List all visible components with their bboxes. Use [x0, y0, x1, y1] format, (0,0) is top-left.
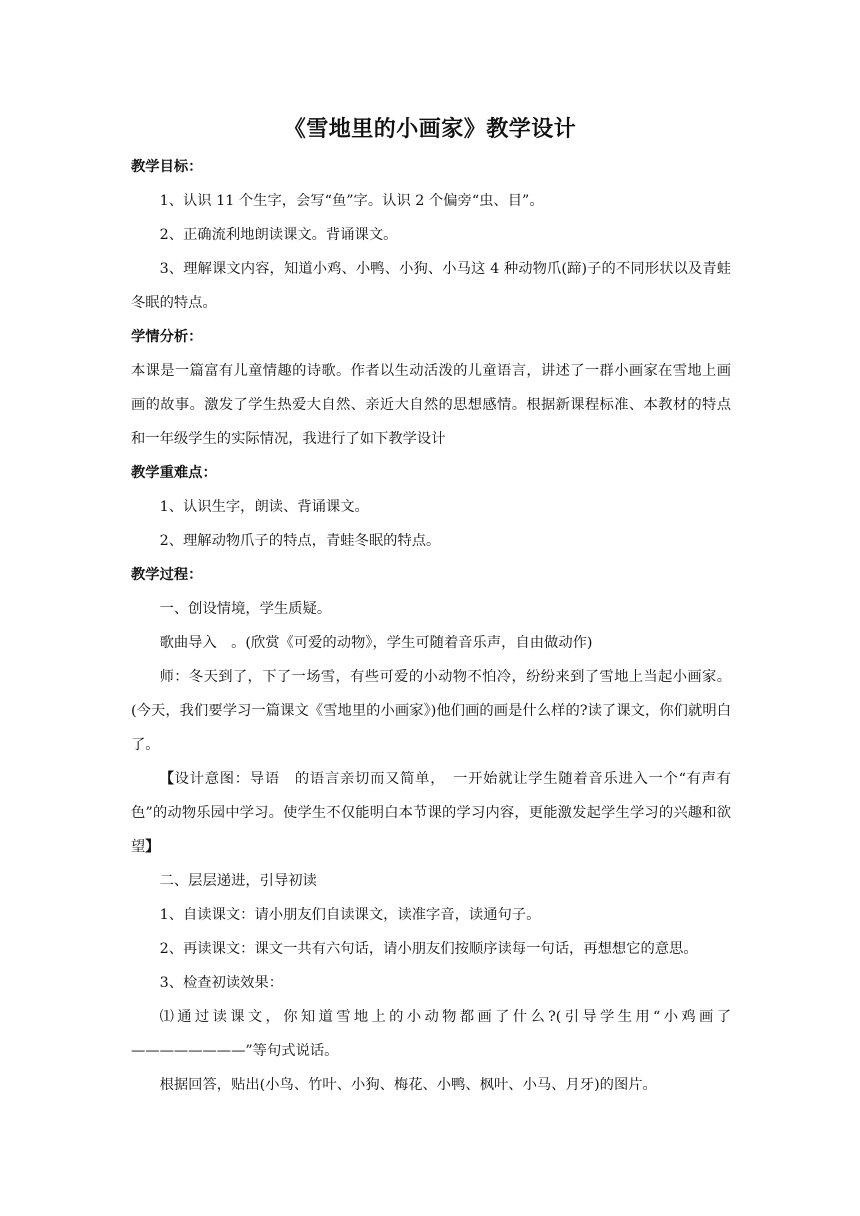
process-paragraph: 1、自读课文：请小朋友们自读课文，读准字音，读通句子。	[159, 907, 541, 923]
process-paragraph: 2、再读课文：课文一共有六句话，请小朋友们按顺序读每一句话，再想想它的意思。	[159, 941, 698, 957]
process-paragraph: 二、层层递进，引导初读	[159, 873, 317, 889]
design-intent-text: 设计意图：导语 的语言亲切而又简单， 一开始就让学生随着音乐进入一个“有声有色”的动物乐园中学习。使学生不仅能明白本节课的学习内容，更能激发起学生学习的兴趣和欲望	[131, 771, 732, 855]
goal-item: 2、正确流利地朗读课文。背诵课文。	[159, 227, 398, 243]
document-title: 《雪地里的小画家》教学设计	[283, 117, 577, 142]
process-paragraph: 歌曲导入 。(欣赏《可爱的动物》，学生可随着音乐声，自由做动作)	[159, 635, 593, 651]
document-body	[131, 150, 731, 1102]
process-paragraph: 3、检查初读效果：	[159, 975, 284, 991]
keypoint-item: 1、认识生字，朗读、背诵课文。	[159, 499, 369, 515]
goals-heading: 教学目标：	[131, 159, 203, 175]
process-paragraph: 一、创设情境，学生质疑。	[159, 601, 332, 617]
bracket-close: 】	[145, 839, 160, 855]
bracket-open: 【	[159, 771, 175, 787]
design-intent-paragraph	[131, 762, 731, 864]
goal-item: 3、理解课文内容，知道小鸡、小鸭、小狗、小马这 4 种动物爪(蹄)子的不同形状以及青蛙冬眠的特点。	[131, 261, 731, 311]
keypoint-item: 2、理解动物爪子的特点，青蛙冬眠的特点。	[159, 533, 441, 549]
process-paragraph: 师：冬天到了，下了一场雪，有些可爱的小动物不怕冷，纷纷来到了雪地上当起小画家。(今天，我们要学习一篇课文《雪地里的小画家》)他们画的画是什么样的?读了课文，你们就明白了。	[131, 669, 731, 753]
process-heading: 教学过程：	[131, 567, 203, 583]
keypoints-heading: 教学重难点：	[131, 465, 217, 481]
process-paragraph: 根据回答，贴出(小鸟、竹叶、小狗、梅花、小鸭、枫叶、小马、月牙)的图片。	[159, 1077, 657, 1093]
analysis-heading: 学情分析：	[131, 329, 203, 345]
goal-item: 1、认识 11 个生字，会写“鱼”字。认识 2 个偏旁“虫、目”。	[159, 193, 544, 209]
analysis-paragraph: 本课是一篇富有儿童情趣的诗歌。作者以生动活泼的儿童语言，讲述了一群小画家在雪地上画画的故事。激发了学生热爱大自然、亲近大自然的思想感情。根据新课程标准、本教材的特点和一年级学生的实际情况，我进行了如下教学设计	[131, 363, 731, 447]
process-paragraph: ⑴通过读课文，你知道雪地上的小动物都画了什么?(引导学生用“小鸡画了————————”等句式说话。	[131, 1009, 731, 1059]
